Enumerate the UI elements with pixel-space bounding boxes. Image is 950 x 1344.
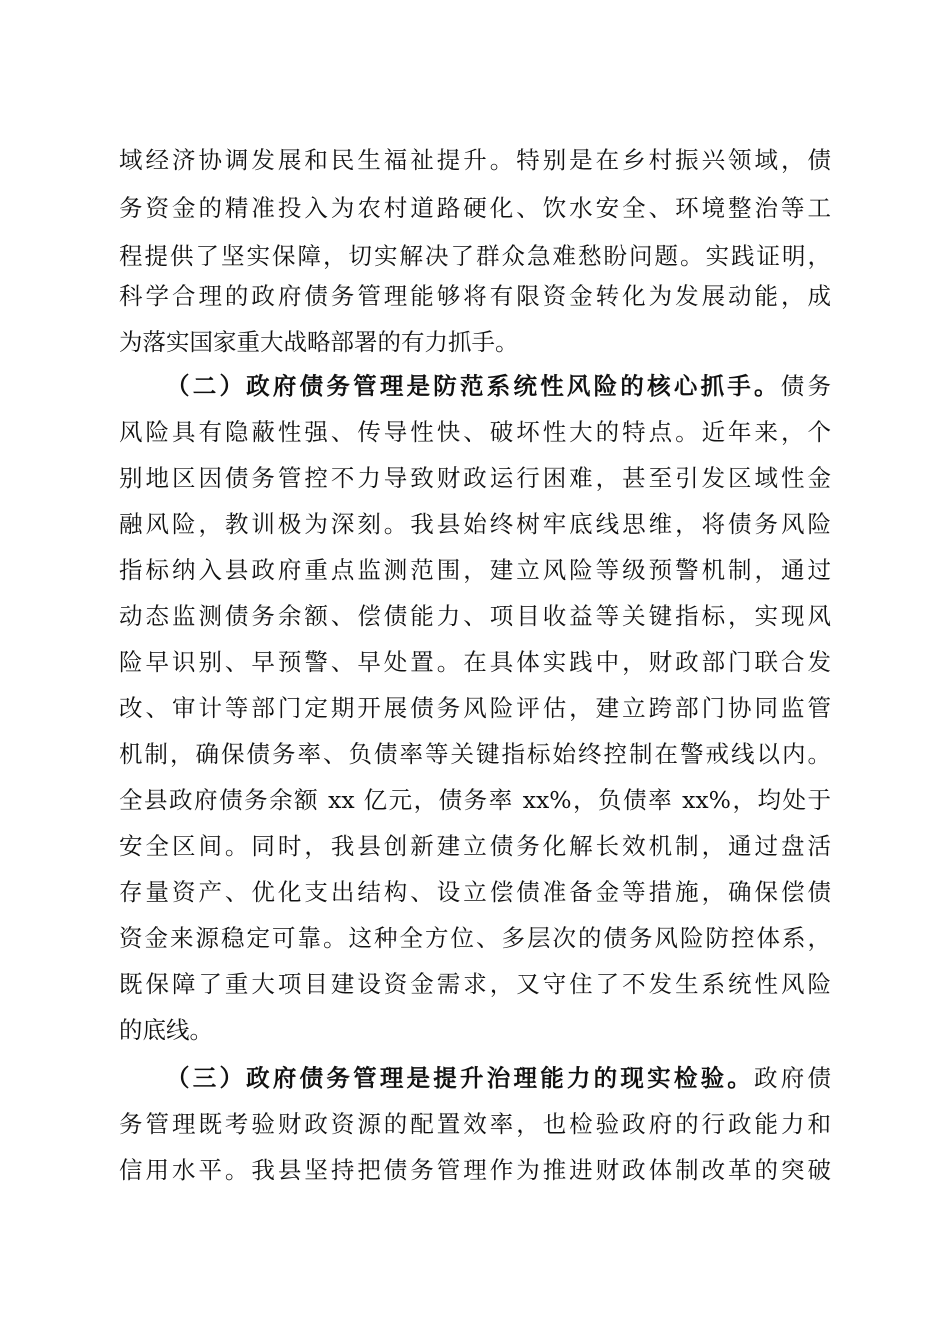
text-line: 别地区因债务管控不力导致财政运行困难，甚至引发区域性金 [119, 464, 831, 492]
text-line: 域经济协调发展和民生福祉提升。特别是在乡村振兴领域，债 [119, 146, 831, 174]
text-line: 资金来源稳定可靠。这种全方位、多层次的债务风险防控体系， [119, 924, 831, 952]
text-fragment: 债务 [780, 372, 832, 400]
text-line: 改、审计等部门定期开展债务风险评估，建立跨部门协同监管 [119, 694, 831, 722]
paragraph-first-line [166, 1058, 831, 1098]
text-line: 既保障了重大项目建设资金需求，又守住了不发生系统性风险 [119, 970, 831, 998]
text-line: 指标纳入县政府重点监测范围，建立风险等级预警机制，通过 [119, 556, 831, 584]
text-line: 机制，确保债务率、负债率等关键指标始终控制在警戒线以内。 [119, 740, 831, 768]
text-line: 存量资产、优化支出结构、设立偿债准备金等措施，确保偿债 [119, 878, 831, 906]
text-line: 科学合理的政府债务管理能够将有限资金转化为发展动能，成 [119, 282, 831, 310]
text-line: 程提供了坚实保障，切实解决了群众急难愁盼问题。实践证明， [119, 242, 831, 270]
text-fragment: 政府债 [754, 1064, 832, 1092]
text-line: 安全区间。同时，我县创新建立债务化解长效机制，通过盘活 [119, 832, 831, 860]
text-line: 的底线。 [119, 1016, 213, 1044]
text-line: 全县政府债务余额 xx 亿元，债务率 xx%，负债率 xx%，均处于 [119, 786, 831, 814]
text-line: 动态监测债务余额、偿债能力、项目收益等关键指标，实现风 [119, 602, 831, 630]
paragraph-first-line [166, 366, 831, 406]
text-line: 信用水平。我县坚持把债务管理作为推进财政体制改革的突破 [119, 1156, 831, 1184]
text-line: 融风险，教训极为深刻。我县始终树牢底线思维，将债务风险 [119, 510, 831, 538]
text-line: 为落实国家重大战略部署的有力抓手。 [119, 328, 519, 356]
text-line: 风险具有隐蔽性强、传导性快、破坏性大的特点。近年来，个 [119, 418, 831, 446]
text-line: 险早识别、早预警、早处置。在具体实践中，财政部门联合发 [119, 648, 831, 676]
section-heading: （三）政府债务管理是提升治理能力的现实检验。 [166, 1064, 755, 1092]
text-line: 务管理既考验财政资源的配置效率，也检验政府的行政能力和 [119, 1110, 831, 1138]
text-line: 务资金的精准投入为农村道路硬化、饮水安全、环境整治等工 [119, 194, 831, 222]
section-heading: （二）政府债务管理是防范系统性风险的核心抓手。 [166, 372, 781, 400]
